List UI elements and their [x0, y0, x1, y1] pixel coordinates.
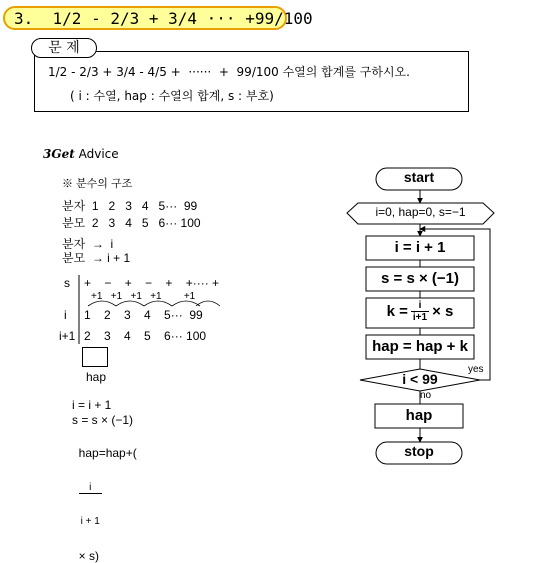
formula-accumulate-prefix: hap=hap+(	[78, 446, 137, 460]
flow-yes-label: yes	[468, 364, 484, 375]
flow-k-suffix: × s	[432, 303, 454, 320]
fraction-structure-heading: ※ 분수의 구조	[62, 178, 133, 190]
flow-k-label	[366, 300, 474, 323]
flow-output-label: hap	[405, 407, 433, 424]
flow-k-prefix: k =	[386, 303, 408, 320]
denominator-rule: 분모 → i + 1	[62, 251, 131, 265]
flow-k-numerator: i	[411, 300, 429, 312]
formula-accumulate-suffix: × s)	[78, 549, 100, 563]
flow-k-fraction	[411, 300, 429, 323]
i-label: i	[64, 308, 67, 322]
numerator-rule: 분자 → i	[62, 237, 114, 251]
formula-denominator: i + 1	[80, 516, 100, 527]
problem-variables: ( i : 수열, hap : 수열의 합계, s : 부호)	[70, 89, 274, 103]
flow-increment-label: i = i + 1	[394, 239, 446, 256]
denominator-row: 분모 2 3 4 5 6··· 100	[62, 216, 201, 230]
flow-condition-label: i < 99	[402, 371, 438, 387]
flow-sign-label: s = s × (−1)	[381, 270, 459, 287]
problem-statement: 1/2 - 2/3 + 3/4 - 4/5 + ······ + 99/100 수열의 합계를 구하시오.	[48, 65, 410, 79]
formula-increment: i = i + 1	[72, 398, 112, 412]
increment-row: +1 +1 +1 +1 +1	[91, 291, 196, 302]
formula-fraction	[79, 460, 102, 549]
advice-label: Advice	[78, 147, 119, 161]
page-title: 3. 1/2 - 2/3 + 3/4 ··· +99/100	[14, 9, 313, 28]
flow-no-label: no	[420, 390, 432, 401]
flow-k-denominator: i+1	[412, 312, 428, 323]
flow-stop-label: stop	[404, 443, 434, 459]
flow-accum-label: hap = hap + k	[372, 338, 468, 355]
flow-start-label: start	[403, 169, 435, 185]
advice-prefix: 3Get	[43, 147, 75, 161]
problem-tab: 문 제	[31, 38, 97, 58]
i-row: 1 2 3 4 5··· 99	[84, 308, 203, 322]
formula-numerator: i	[79, 482, 102, 494]
i1-label: i+1	[59, 329, 76, 343]
formula-sign: s = s × (−1)	[72, 413, 134, 427]
flow-init-label: i=0, hap=0, s=−1	[375, 205, 466, 219]
s-label: s	[64, 276, 70, 290]
i1-row: 2 3 4 5 6··· 100	[84, 329, 207, 343]
hap-label: hap	[86, 370, 107, 384]
numerator-row: 분자 1 2 3 4 5··· 99	[62, 199, 198, 213]
s-row: + − + − + +···· +	[84, 276, 220, 290]
